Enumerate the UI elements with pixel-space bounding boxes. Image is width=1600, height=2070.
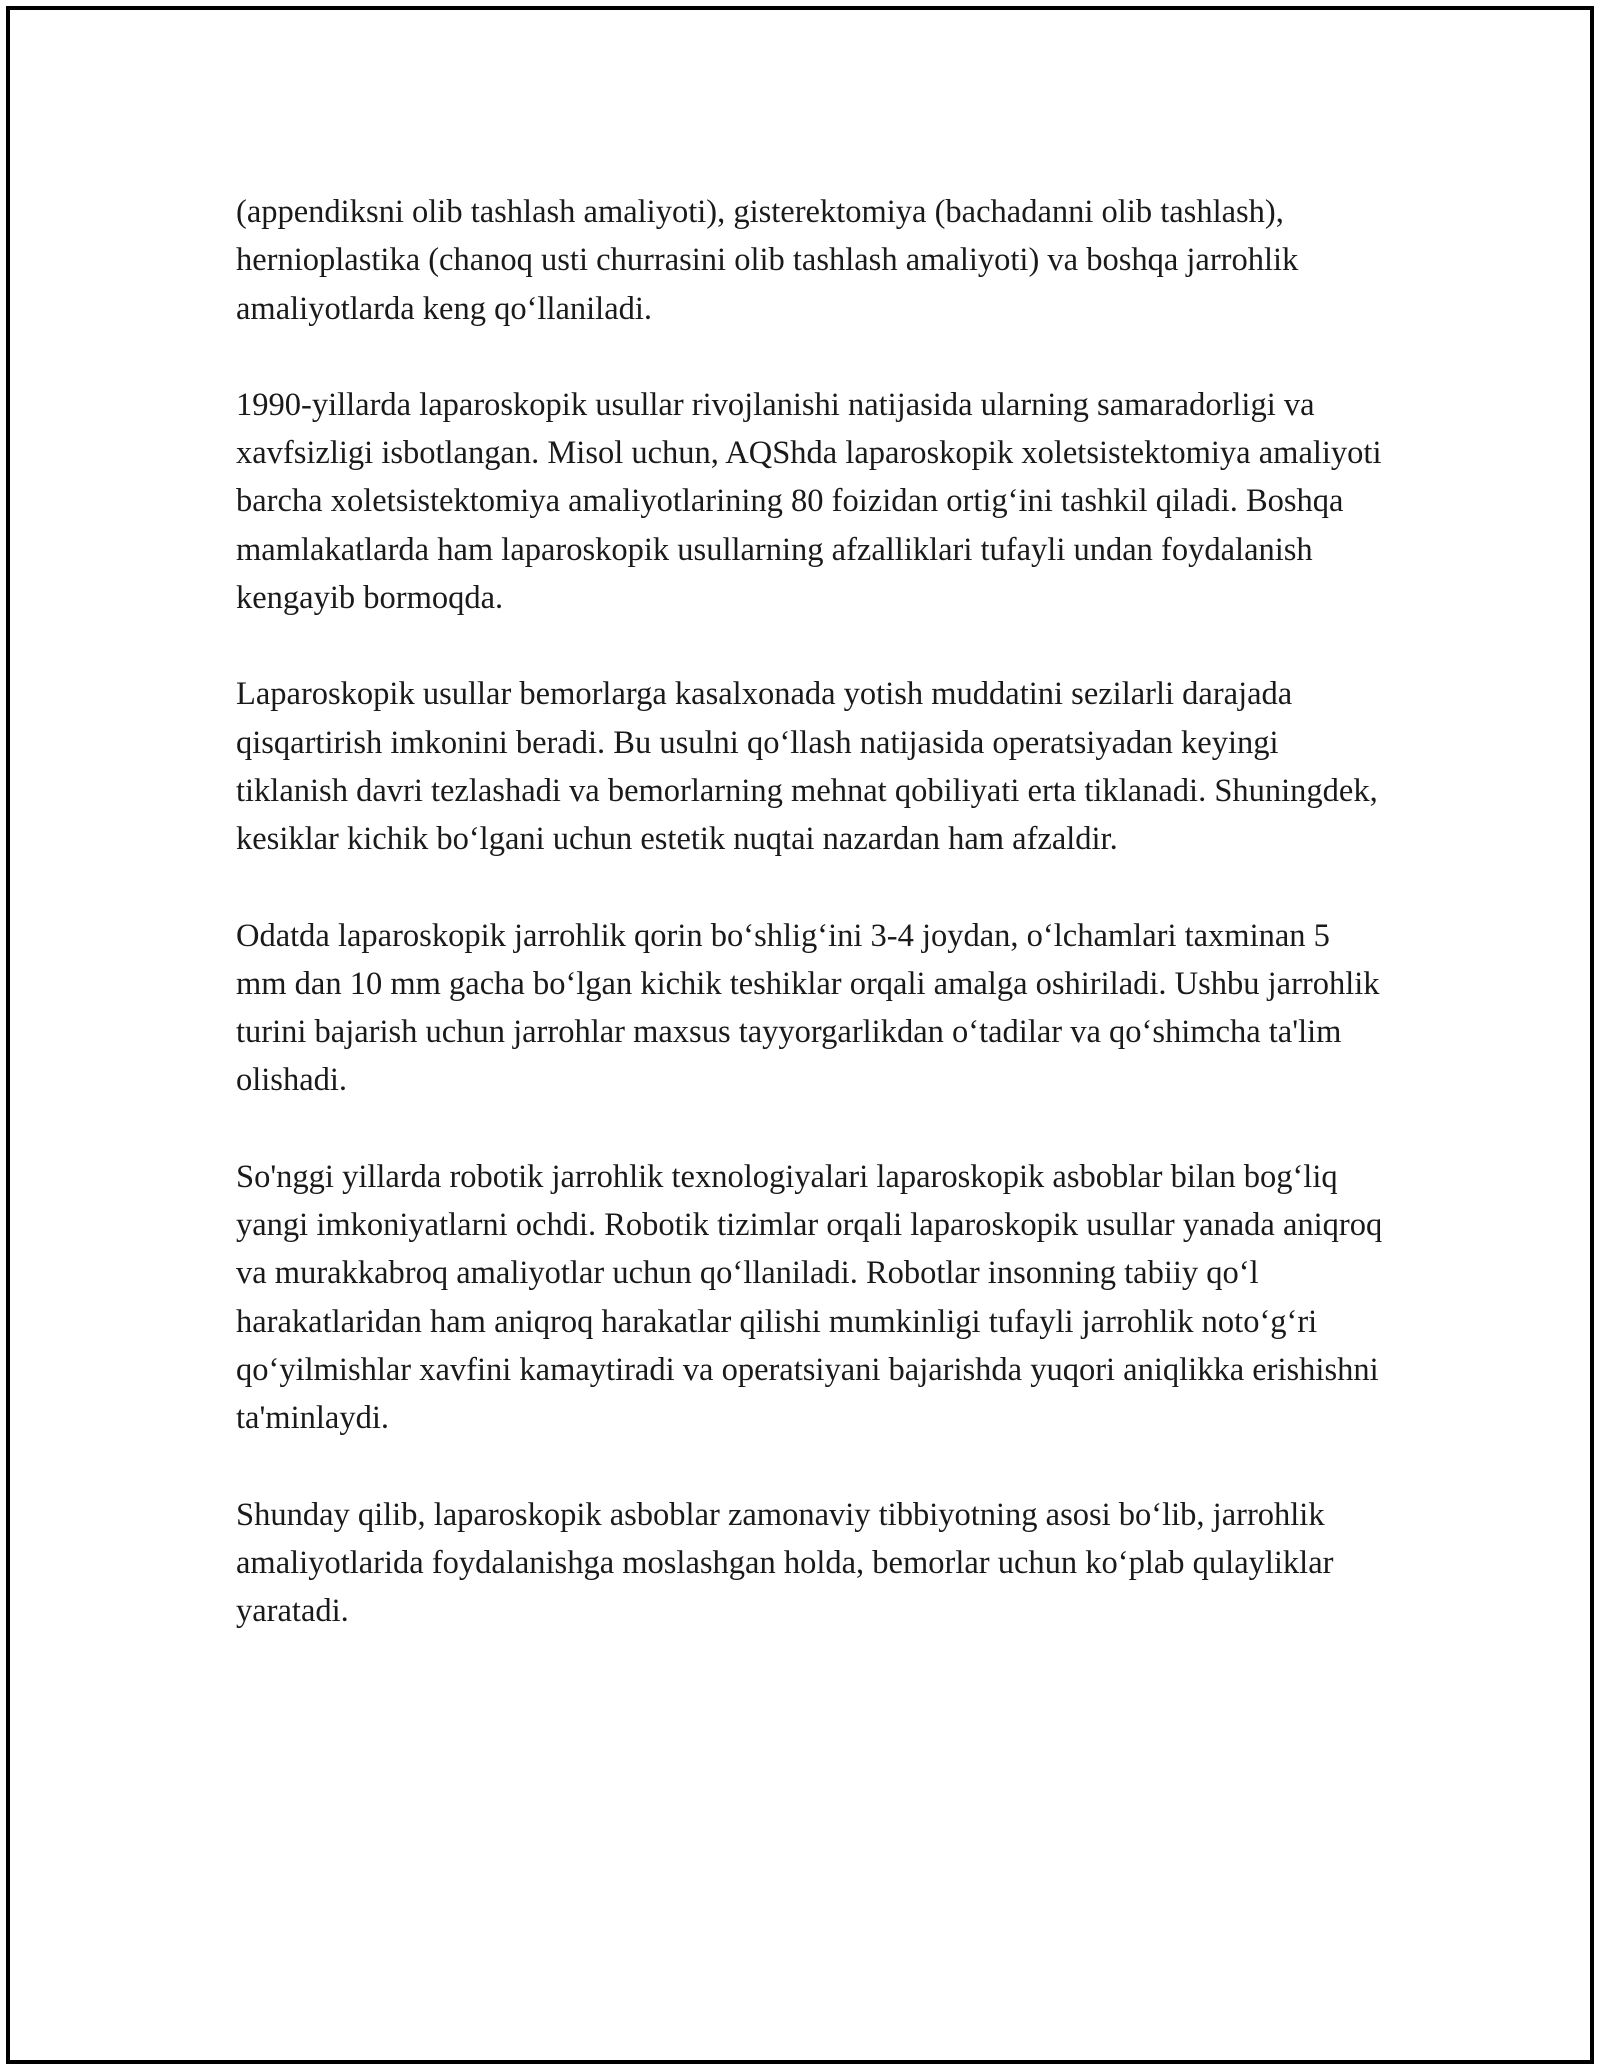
paragraph-6: Shunday qilib, laparoskopik asboblar zamonaviy tibbiyotning asosi bo‘lib, jarrohlik amaliyotlarida foydalanishga moslashgan holda, bemorlar uchun ko‘plab qulayliklar yaratadi. bbox=[236, 1496, 1334, 1630]
paragraph-1: (appendiksni olib tashlash amaliyoti), gisterektomiya (bachadanni olib tashlash), hernioplastika (chanoq usti churrasini olib tashlash amaliyoti) va boshqa jarrohlik amaliyotlarda keng qo‘llaniladi. bbox=[236, 194, 1299, 327]
paragraph-4: Odatda laparoskopik jarrohlik qorin bo‘shlig‘ini 3-4 joydan, o‘lchamlari taxminan 5 mm dan 10 mm gacha bo‘lgan kichik teshiklar orqali amalga oshiriladi. Ushbu jarrohlik turini bajarish uchun jarrohlar maxsus tayyorgarlikdan o‘tadilar va qo‘shimcha ta'lim olishadi. bbox=[236, 917, 1380, 1099]
paragraph-2: 1990-yillarda laparoskopik usullar rivojlanishi natijasida ularning samaradorligi va xavfsizligi isbotlangan. Misol uchun, AQShda laparoskopik xoletsistektomiya amaliyoti barcha xoletsistektomiya amaliyotlarining 80 foizidan ortig‘ini tashkil qiladi. Boshqa mamlakatlarda ham laparoskopik usullarning afzalliklari tufayli undan foydalanish kengayib bormoqda. bbox=[236, 386, 1382, 617]
paragraph-5: So'nggi yillarda robotik jarrohlik texnologiyalari laparoskopik asboblar bilan bog‘liq yangi imkoniyatlarni ochdi. Robotik tizimlar orqali laparoskopik usullar yanada aniqroq va murakkabroq amaliyotlar uchun qo‘llaniladi. Robotlar insonning tabiiy qo‘l harakatlaridan ham aniqroq harakatlar qilishi mumkinligi tufayli jarrohlik noto‘g‘ri qo‘yilmishlar xavfini kamaytiradi va operatsiyani bajarishda yuqori aniqlikka erishishni ta'minlaydi. bbox=[236, 1158, 1383, 1437]
paragraph-3: Laparoskopik usullar bemorlarga kasalxonada yotish muddatini sezilarli darajada qisqartirish imkonini beradi. Bu usulni qo‘llash natijasida operatsiyadan keyingi tiklanish davri tezlashadi va bemorlarning mehnat qobiliyati erta tiklanadi. Shuningdek, kesiklar kichik bo‘lgani uchun estetik nuqtai nazardan ham afzaldir. bbox=[236, 676, 1378, 858]
document-body bbox=[236, 188, 1386, 1683]
